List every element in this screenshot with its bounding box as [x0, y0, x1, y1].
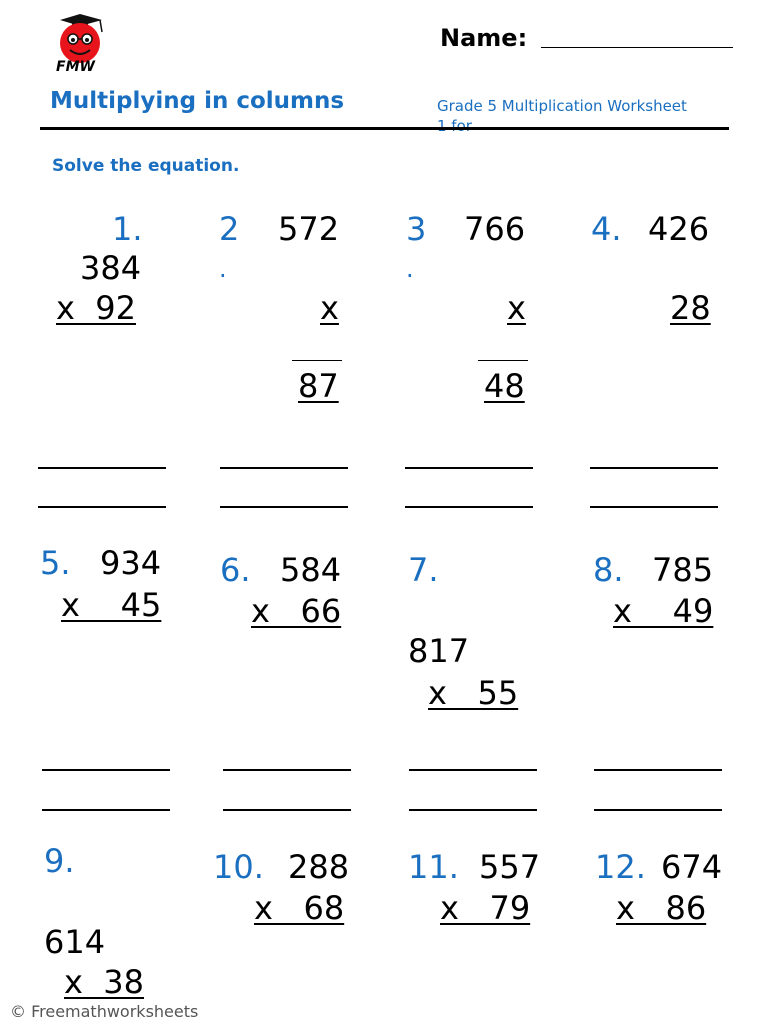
problem-bottom: x 38 — [64, 963, 144, 1001]
answer-line[interactable] — [590, 506, 718, 508]
problem-number: 1. — [112, 210, 143, 248]
logo-text: FMW — [56, 59, 95, 75]
problem-top: 288 — [288, 848, 350, 886]
problem-bottom: x 49 — [613, 592, 714, 630]
answer-line[interactable] — [38, 467, 166, 469]
problem-bottom: x 86 — [616, 889, 707, 927]
problem-top: 614 — [44, 923, 106, 961]
page-subtitle: Grade 5 Multiplication Worksheet 1 for — [437, 97, 687, 135]
answer-line[interactable] — [38, 506, 166, 508]
problem-bottom: 28 — [670, 289, 711, 327]
problem-top: 572 — [278, 210, 340, 248]
problem-number: 8. — [593, 551, 624, 589]
answer-line[interactable] — [220, 467, 348, 469]
problem-bottom: x 45 — [61, 586, 162, 624]
problem-top: 557 — [479, 848, 541, 886]
problem-bottom: x 68 — [254, 889, 345, 927]
problem-number: 5. — [40, 544, 71, 582]
rule-line — [478, 360, 528, 361]
problem-number: 7. — [408, 551, 439, 589]
problem-top: 785 — [652, 551, 714, 589]
problem-number: 2 — [219, 210, 240, 248]
problem-top: 817 — [408, 632, 470, 670]
problem-number-dot: . — [219, 255, 227, 283]
problem-number: 4. — [591, 210, 622, 248]
fmw-logo — [54, 12, 108, 78]
header-divider — [40, 127, 729, 130]
answer-line[interactable] — [220, 506, 348, 508]
answer-line[interactable] — [42, 769, 170, 771]
problem-top: 674 — [661, 848, 723, 886]
answer-line[interactable] — [405, 467, 533, 469]
page-title: Multiplying in columns — [50, 88, 345, 114]
answer-line[interactable] — [409, 769, 537, 771]
problem-number: 10. — [213, 848, 264, 886]
problem-operator: x — [507, 289, 526, 327]
copyright-footer: © Freemathworksheets — [10, 1002, 199, 1021]
problem-top: 426 — [648, 210, 710, 248]
answer-line[interactable] — [409, 809, 537, 811]
apple-mascot-icon — [54, 12, 108, 64]
problem-top: 384 — [80, 249, 142, 287]
problem-operator: x — [320, 289, 339, 327]
problem-number: 9. — [44, 842, 75, 880]
answer-line[interactable] — [42, 809, 170, 811]
problem-bottom: 48 — [484, 367, 525, 405]
answer-line[interactable] — [405, 506, 533, 508]
instruction: Solve the equation. — [52, 156, 240, 176]
rule-line — [292, 360, 342, 361]
problem-number: 6. — [220, 551, 251, 589]
problem-bottom: x 79 — [440, 889, 531, 927]
problem-number: 3 — [406, 210, 427, 248]
answer-line[interactable] — [590, 467, 718, 469]
name-label: Name: — [440, 24, 528, 52]
problem-number: 11. — [408, 848, 459, 886]
name-line[interactable] — [541, 47, 733, 48]
answer-line[interactable] — [223, 769, 351, 771]
problem-top: 584 — [280, 551, 342, 589]
answer-line[interactable] — [594, 769, 722, 771]
problem-top: 766 — [464, 210, 526, 248]
problem-top: 934 — [100, 544, 162, 582]
answer-line[interactable] — [223, 809, 351, 811]
answer-line[interactable] — [594, 809, 722, 811]
problem-bottom: 87 — [298, 367, 339, 405]
problem-bottom: x 55 — [428, 674, 519, 712]
problem-number: 12. — [595, 848, 646, 886]
problem-bottom: x 66 — [251, 592, 342, 630]
problem-number-dot: . — [406, 255, 414, 283]
problem-bottom: x 92 — [56, 289, 136, 327]
